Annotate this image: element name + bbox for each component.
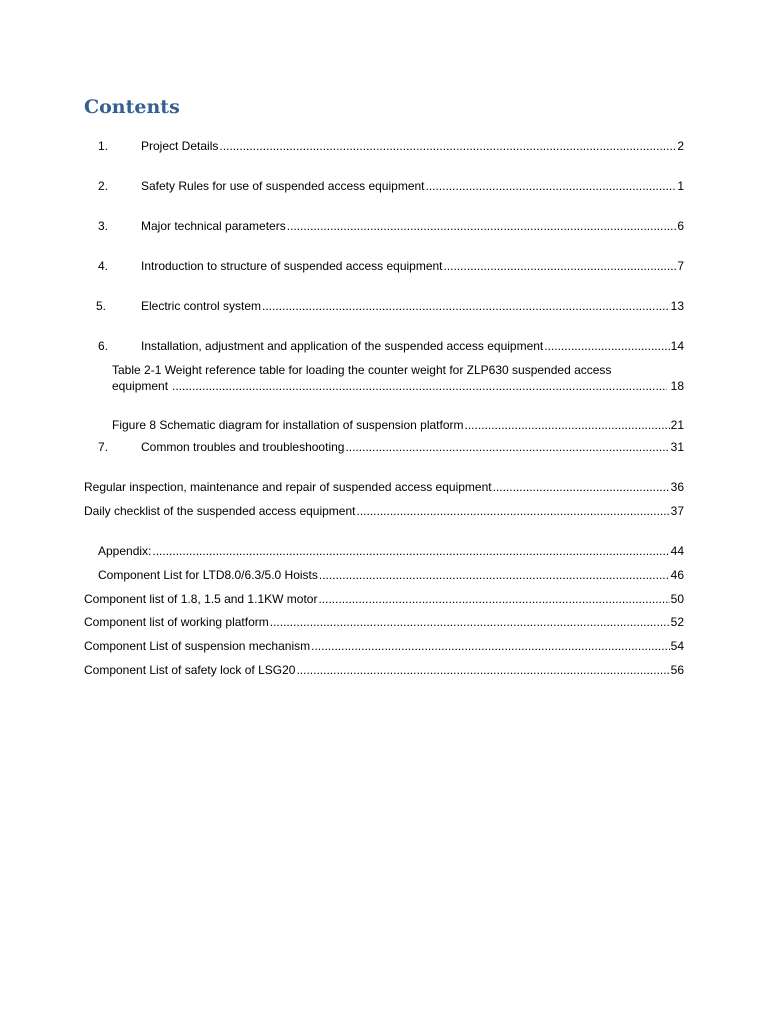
toc-leader [345,440,669,454]
toc-leader [262,299,670,313]
toc-text: Safety Rules for use of suspended access equipment [141,179,425,193]
toc-text: Major technical parameters [141,219,286,233]
toc-leader [270,615,670,629]
toc-leader [544,339,669,353]
toc-leader [311,639,670,653]
toc-page: 13 [670,299,684,313]
toc-page: 44 [670,544,684,558]
toc-text: Figure 8 Schematic diagram for installation of suspension platform [112,418,464,432]
toc-number: 7. [98,440,109,454]
toc-number: 5. [96,299,107,313]
toc-text: Common troubles and troubleshooting [141,440,345,454]
toc-entry-technical-parameters[interactable] [98,219,684,235]
toc-entry-regular-inspection[interactable] [84,480,684,496]
toc-page: 31 [670,440,684,454]
toc-text: Daily checklist of the suspended access equipment [84,504,356,518]
toc-text: Component list of working platform [84,615,269,629]
toc-entry-structure-introduction[interactable] [98,259,684,275]
toc-text: Installation, adjustment and application of the suspended access equipment [141,339,544,353]
toc-entry-installation[interactable] [98,339,684,355]
toc-text: Component List of suspension mechanism [84,639,311,653]
toc-text: Introduction to structure of suspended access equipment [141,259,443,273]
toc-leader [296,663,669,677]
toc-text: Regular inspection, maintenance and repair of suspended access equipment [84,480,492,494]
toc-page: 2 [677,139,684,153]
toc-page: 54 [670,639,684,653]
toc-entry-electric-control[interactable] [96,299,684,315]
toc-page: 6 [677,219,684,233]
toc-entry-safety-rules[interactable] [98,179,684,195]
toc-text: Component list of 1.8, 1.5 and 1.1KW motor [84,592,318,606]
toc-page: 36 [670,480,684,494]
toc-leader [356,504,669,518]
toc-entry-table-2-1[interactable] [112,362,684,394]
toc-number: 6. [98,339,109,353]
toc-entry-component-list-suspension[interactable] [84,639,684,655]
toc-leader [319,568,670,582]
toc-page: 56 [670,663,684,677]
toc-number: 4. [98,259,109,273]
toc-entry-component-list-hoists[interactable] [98,568,684,584]
toc-page: 37 [670,504,684,518]
toc-leader [318,592,669,606]
toc-page: 50 [670,592,684,606]
toc-entry-project-details[interactable] [98,139,684,155]
toc-page: 14 [670,339,684,353]
toc-entry-appendix[interactable] [98,544,684,560]
toc-leader [152,544,669,558]
toc-page: 1 [677,179,684,193]
toc-text: Component List of safety lock of LSG20 [84,663,296,677]
toc-number: 3. [98,219,109,233]
toc-page: 52 [670,615,684,629]
toc-entry-component-list-motor[interactable] [84,592,684,608]
toc-entry-component-list-safety-lock[interactable] [84,663,684,679]
toc-entry-component-list-platform[interactable] [84,615,684,631]
contents-heading: Contents [84,96,180,118]
toc-leader [426,179,677,193]
toc-entry-common-troubles[interactable] [98,440,684,456]
toc-leader [172,378,667,394]
toc-text: Appendix: [98,544,152,558]
toc-page: 18 [670,379,684,393]
toc-entry-daily-checklist[interactable] [84,504,684,520]
toc-text: Project Details [141,139,219,153]
toc-number: 1. [98,139,109,153]
toc-number: 2. [98,179,109,193]
toc-leader [444,259,677,273]
toc-leader [493,480,670,494]
toc-text: Component List for LTD8.0/6.3/5.0 Hoists [98,568,318,582]
toc-page: 21 [670,418,684,432]
toc-leader [465,418,670,432]
toc-text: Electric control system [141,299,262,313]
toc-page: 7 [677,259,684,273]
toc-text: Table 2-1 Weight reference table for loading the counter weight for ZLP630 suspended access [112,363,612,377]
toc-leader [287,219,677,233]
toc-entry-figure-8[interactable] [112,418,684,434]
toc-text-continued: equipment [112,379,169,393]
toc-leader [219,139,676,153]
toc-page: 46 [670,568,684,582]
